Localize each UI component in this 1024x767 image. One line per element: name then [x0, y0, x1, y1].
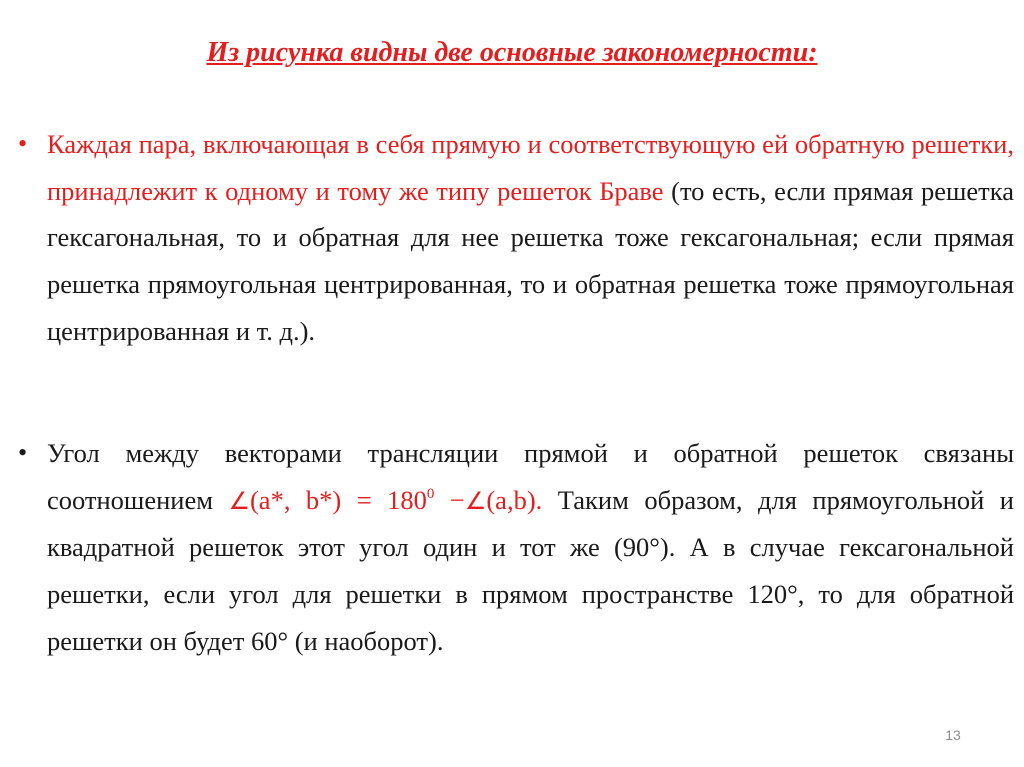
intro-text: Угол между векторами трансляции прямой и обратной решеток связаны соотношением: [47, 438, 1014, 515]
conclusion-text: Таким образом, для прямоугольной и квадратной решеток этот угол один и тот же (90°). А в случае гексагональной решетки, если угол для решетки в прямом пространстве 120°, то для обратной решетки он будет 60° (и наоборот).: [47, 484, 1014, 656]
slide-title: Из рисунка видны две основные закономерности:: [206, 37, 818, 68]
angle-symbol-2: ∠: [464, 486, 487, 515]
highlighted-statement: Каждая пара, включающая в себя прямую и соответствующую ей обратную решетки, принадлежит к одному и тому же типу решеток Браве: [47, 129, 1014, 206]
angle-symbol: ∠: [228, 486, 250, 515]
bullet-marker: •: [18, 129, 28, 158]
formula-part1: (a*, b*) = 180: [249, 484, 427, 515]
angle-formula: [228, 485, 542, 515]
bullet-text: [47, 430, 1014, 665]
bullet-item-angle-relation: [18, 430, 1014, 712]
formula-superscript: 0: [426, 485, 435, 502]
bullet-marker: •: [18, 438, 28, 467]
formula-minus: −: [434, 484, 465, 515]
bullet-text: [47, 121, 1014, 355]
page-number: 13: [945, 727, 961, 743]
bullet-item-bravais-pairs: [18, 121, 1014, 389]
explanation-text: (то есть, если прямая решетка гексагональная, то и обратная для нее решетка тоже гексагональная; если прямая решетка прямоугольная центрированная, то и обратная решетка тоже прямоугольная центрированная и т. д.).: [47, 175, 1014, 346]
formula-part2: (a,b).: [486, 484, 543, 515]
